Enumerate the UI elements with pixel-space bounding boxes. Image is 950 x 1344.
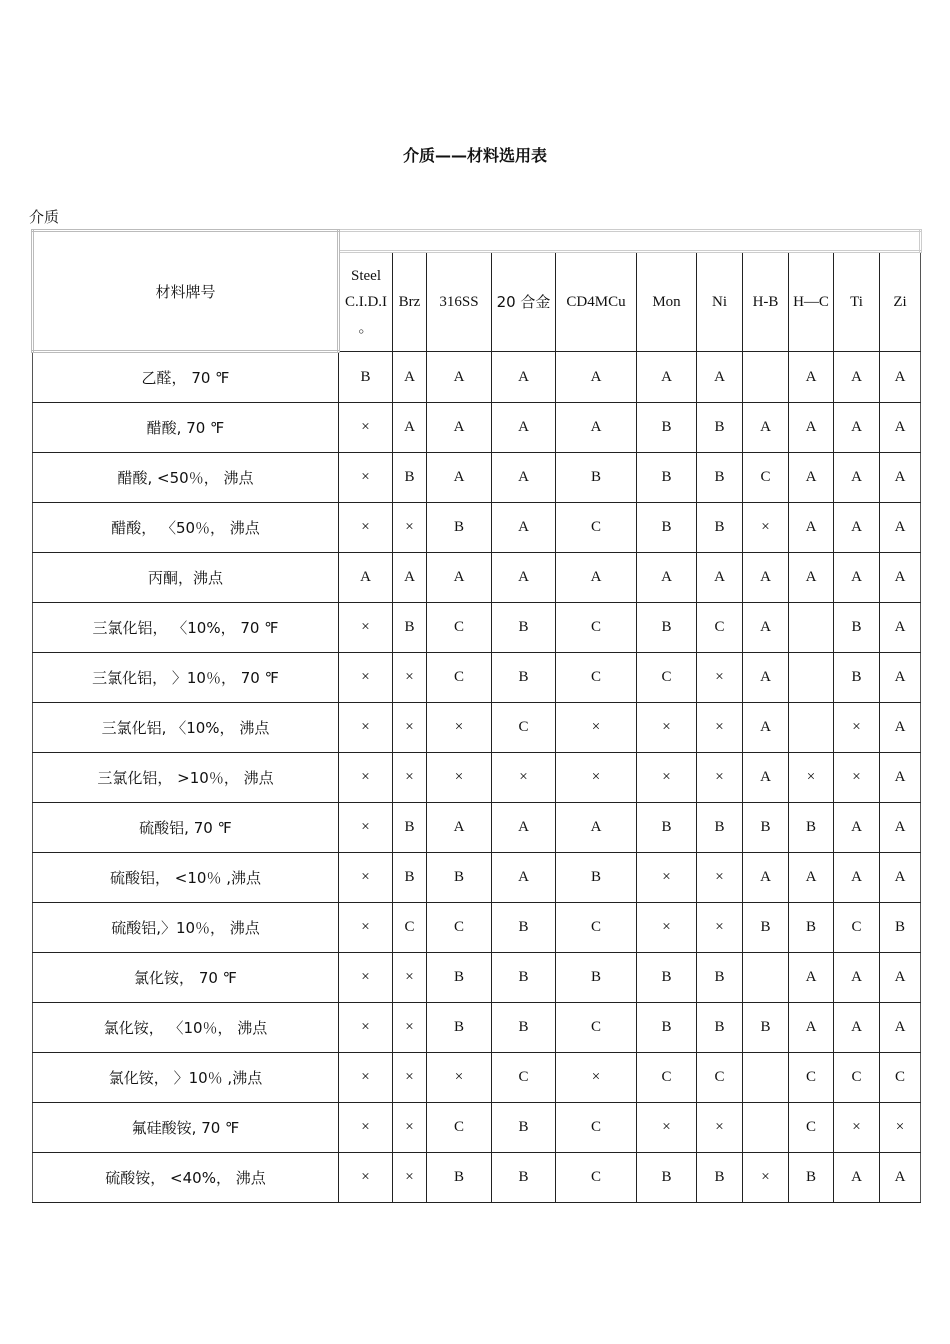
column-header-316ss: 316SS	[427, 252, 492, 352]
rating-cell: B	[789, 1153, 834, 1203]
rating-cell: A	[834, 503, 880, 553]
rating-cell: ×	[556, 753, 637, 803]
medium-cell: 硫酸铵， <40%， 沸点	[33, 1153, 339, 1203]
rating-cell: ×	[393, 953, 427, 1003]
rating-cell: ×	[339, 753, 393, 803]
medium-cell: 氯化铵， 〈10％， 沸点	[33, 1003, 339, 1053]
header-material-grade: 材料牌号	[33, 231, 339, 352]
rating-cell: B	[427, 953, 492, 1003]
page-title: 介质——材料选用表	[402, 146, 547, 165]
rating-cell: ×	[393, 1003, 427, 1053]
rating-cell: B	[697, 1153, 743, 1203]
rating-cell: B	[697, 453, 743, 503]
rating-cell	[743, 352, 789, 403]
rating-cell: A	[339, 553, 393, 603]
rating-cell: A	[556, 553, 637, 603]
rating-cell: ×	[556, 703, 637, 753]
table-row	[33, 352, 921, 403]
rating-cell: A	[393, 403, 427, 453]
rating-cell: A	[492, 553, 556, 603]
column-header-mon: Mon	[637, 252, 697, 352]
rating-cell: A	[834, 1153, 880, 1203]
rating-cell: A	[880, 352, 921, 403]
rating-cell: B	[556, 853, 637, 903]
rating-cell: A	[880, 503, 921, 553]
rating-cell: ×	[789, 753, 834, 803]
rating-cell: A	[789, 853, 834, 903]
rating-cell	[789, 653, 834, 703]
rating-cell: B	[393, 453, 427, 503]
rating-cell: B	[637, 1003, 697, 1053]
rating-cell: A	[427, 553, 492, 603]
rating-cell: ×	[393, 653, 427, 703]
column-header-brz: Brz	[393, 252, 427, 352]
rating-cell: B	[427, 1003, 492, 1053]
rating-cell: B	[492, 653, 556, 703]
rating-cell: A	[393, 553, 427, 603]
rating-cell: B	[492, 903, 556, 953]
rating-cell: A	[427, 403, 492, 453]
rating-cell: C	[743, 453, 789, 503]
rating-cell: A	[880, 1003, 921, 1053]
rating-cell: ×	[339, 1103, 393, 1153]
rating-cell: B	[492, 603, 556, 653]
rating-cell: ×	[427, 703, 492, 753]
rating-cell: ×	[492, 753, 556, 803]
rating-cell: B	[637, 953, 697, 1003]
rating-cell: ×	[637, 703, 697, 753]
rating-cell: ×	[339, 403, 393, 453]
table-row	[33, 1053, 921, 1103]
column-header-steel	[339, 252, 393, 352]
medium-cell: 硫酸铝, 70 ℉	[33, 803, 339, 853]
rating-cell: ×	[393, 703, 427, 753]
rating-cell: A	[880, 653, 921, 703]
column-header-ni: Ni	[697, 252, 743, 352]
rating-cell: A	[834, 1003, 880, 1053]
rating-cell: ×	[339, 503, 393, 553]
rating-cell: B	[556, 453, 637, 503]
rating-cell: A	[880, 753, 921, 803]
rating-cell: A	[697, 352, 743, 403]
rating-cell: ×	[697, 703, 743, 753]
table-row	[33, 653, 921, 703]
rating-cell: A	[834, 853, 880, 903]
rating-cell: C	[697, 1053, 743, 1103]
rating-cell: B	[743, 1003, 789, 1053]
rating-cell: B	[697, 803, 743, 853]
rating-cell: ×	[339, 903, 393, 953]
header-row-top	[33, 231, 921, 252]
rating-cell: ×	[637, 753, 697, 803]
rating-cell: A	[834, 453, 880, 503]
rating-cell: ×	[743, 1153, 789, 1203]
rating-cell: A	[492, 453, 556, 503]
rating-cell: ×	[393, 1103, 427, 1153]
rating-cell: A	[743, 603, 789, 653]
column-header-hc: H—C	[789, 252, 834, 352]
rating-cell: ×	[339, 1153, 393, 1203]
rating-cell: A	[743, 403, 789, 453]
rating-cell: C	[556, 603, 637, 653]
rating-cell: A	[880, 603, 921, 653]
table-row	[33, 553, 921, 603]
medium-cell: 三氯化铝， 〈10%， 70 ℉	[33, 603, 339, 653]
rating-cell: ×	[637, 903, 697, 953]
rating-cell: B	[697, 1003, 743, 1053]
rating-cell	[789, 703, 834, 753]
material-table-container	[31, 229, 922, 1203]
rating-cell: C	[789, 1053, 834, 1103]
rating-cell: A	[880, 553, 921, 603]
rating-cell: ×	[339, 703, 393, 753]
rating-cell: B	[492, 953, 556, 1003]
rating-cell: A	[880, 703, 921, 753]
rating-cell: ×	[339, 953, 393, 1003]
rating-cell: C	[637, 653, 697, 703]
rating-cell: B	[743, 803, 789, 853]
rating-cell: A	[834, 803, 880, 853]
rating-cell: B	[880, 903, 921, 953]
table-row	[33, 1103, 921, 1153]
rating-cell: B	[427, 1153, 492, 1203]
header-spacer	[339, 231, 921, 252]
rating-cell: A	[880, 1153, 921, 1203]
table-row	[33, 703, 921, 753]
rating-cell: ×	[427, 1053, 492, 1103]
rating-cell: B	[492, 1153, 556, 1203]
rating-cell: A	[743, 653, 789, 703]
rating-cell: C	[492, 1053, 556, 1103]
rating-cell: B	[427, 853, 492, 903]
rating-cell: ×	[556, 1053, 637, 1103]
table-row	[33, 453, 921, 503]
table-row	[33, 953, 921, 1003]
rating-cell: A	[427, 803, 492, 853]
rating-cell: C	[556, 1103, 637, 1153]
rating-cell: ×	[697, 1103, 743, 1153]
column-header-zi: Zi	[880, 252, 921, 352]
table-caption: 介质	[29, 208, 60, 226]
rating-cell: B	[637, 1153, 697, 1203]
rating-cell: ×	[637, 1103, 697, 1153]
rating-cell: C	[556, 1003, 637, 1053]
rating-cell: A	[556, 352, 637, 403]
table-row	[33, 503, 921, 553]
rating-cell: A	[743, 753, 789, 803]
rating-cell: C	[492, 703, 556, 753]
column-header-cd4mcu: CD4MCu	[556, 252, 637, 352]
rating-cell: B	[339, 352, 393, 403]
rating-cell: A	[789, 403, 834, 453]
rating-cell	[743, 953, 789, 1003]
rating-cell: C	[427, 653, 492, 703]
rating-cell: C	[427, 1103, 492, 1153]
rating-cell: C	[880, 1053, 921, 1103]
rating-cell: ×	[697, 853, 743, 903]
rating-cell	[789, 603, 834, 653]
rating-cell: A	[789, 1003, 834, 1053]
rating-cell: A	[492, 503, 556, 553]
table-row	[33, 603, 921, 653]
rating-cell: ×	[834, 753, 880, 803]
table-row	[33, 403, 921, 453]
medium-cell: 氟硅酸铵, 70 ℉	[33, 1103, 339, 1153]
rating-cell: ×	[834, 1103, 880, 1153]
medium-cell: 三氯化铝， 〉10％， 70 ℉	[33, 653, 339, 703]
rating-cell: ×	[339, 453, 393, 503]
rating-cell: A	[880, 853, 921, 903]
rating-cell: A	[834, 553, 880, 603]
rating-cell: A	[834, 953, 880, 1003]
rating-cell: ×	[697, 903, 743, 953]
rating-cell: B	[743, 903, 789, 953]
rating-cell: B	[834, 603, 880, 653]
rating-cell: ×	[339, 1003, 393, 1053]
rating-cell: A	[743, 553, 789, 603]
rating-cell: A	[789, 352, 834, 403]
rating-cell: A	[427, 453, 492, 503]
rating-cell: A	[880, 953, 921, 1003]
rating-cell: C	[556, 503, 637, 553]
table-row	[33, 803, 921, 853]
rating-cell: B	[697, 503, 743, 553]
rating-cell: ×	[393, 1053, 427, 1103]
rating-cell: A	[393, 352, 427, 403]
rating-cell: A	[492, 853, 556, 903]
rating-cell: B	[637, 453, 697, 503]
medium-cell: 氯化铵， 70 ℉	[33, 953, 339, 1003]
rating-cell: A	[834, 403, 880, 453]
rating-cell: A	[556, 403, 637, 453]
rating-cell: A	[492, 403, 556, 453]
medium-cell: 三氯化铝， >10％， 沸点	[33, 753, 339, 803]
rating-cell: ×	[834, 703, 880, 753]
rating-cell: C	[834, 1053, 880, 1103]
medium-cell: 醋酸, 70 ℉	[33, 403, 339, 453]
rating-cell: B	[637, 603, 697, 653]
medium-cell: 氯化铵， 〉10％ ,沸点	[33, 1053, 339, 1103]
rating-cell: A	[789, 503, 834, 553]
rating-cell: B	[697, 403, 743, 453]
rating-cell: C	[697, 603, 743, 653]
rating-cell: C	[834, 903, 880, 953]
rating-cell: B	[637, 403, 697, 453]
rating-cell: B	[834, 653, 880, 703]
rating-cell	[743, 1103, 789, 1153]
rating-cell: A	[789, 953, 834, 1003]
rating-cell: B	[697, 953, 743, 1003]
rating-cell: ×	[393, 1153, 427, 1203]
rating-cell: C	[789, 1103, 834, 1153]
table-row	[33, 753, 921, 803]
table-row	[33, 1153, 921, 1203]
material-selection-table	[31, 229, 922, 1203]
column-header-line: Steel	[351, 268, 381, 284]
rating-cell: ×	[637, 853, 697, 903]
rating-cell: B	[789, 903, 834, 953]
rating-cell: ×	[743, 503, 789, 553]
rating-cell: ×	[393, 503, 427, 553]
rating-cell: B	[393, 603, 427, 653]
rating-cell: C	[556, 1153, 637, 1203]
medium-cell: 醋酸, <50％， 沸点	[33, 453, 339, 503]
column-header-ti: Ti	[834, 252, 880, 352]
medium-cell: 三氯化铝, 〈10%， 沸点	[33, 703, 339, 753]
rating-cell: A	[789, 553, 834, 603]
rating-cell: ×	[339, 603, 393, 653]
rating-cell: B	[427, 503, 492, 553]
medium-cell: 丙酮，沸点	[33, 553, 339, 603]
rating-cell: A	[492, 803, 556, 853]
medium-cell: 乙醛， 70 ℉	[33, 352, 339, 403]
rating-cell: A	[789, 453, 834, 503]
medium-cell: 硫酸铝， <10％ ,沸点	[33, 853, 339, 903]
table-row	[33, 853, 921, 903]
rating-cell: ×	[339, 803, 393, 853]
rating-cell: ×	[697, 653, 743, 703]
medium-cell: 硫酸铝,〉10％， 沸点	[33, 903, 339, 953]
rating-cell: A	[743, 703, 789, 753]
rating-cell: ×	[697, 753, 743, 803]
rating-cell: A	[556, 803, 637, 853]
rating-cell: A	[880, 403, 921, 453]
rating-cell: A	[697, 553, 743, 603]
rating-cell: A	[880, 453, 921, 503]
rating-cell: C	[393, 903, 427, 953]
rating-cell: A	[637, 352, 697, 403]
rating-cell: B	[492, 1103, 556, 1153]
column-header-line: 。	[358, 320, 374, 336]
rating-cell: A	[880, 803, 921, 853]
rating-cell: B	[789, 803, 834, 853]
medium-cell: 醋酸， 〈50％， 沸点	[33, 503, 339, 553]
rating-cell: C	[427, 603, 492, 653]
table-row	[33, 1003, 921, 1053]
rating-cell: A	[743, 853, 789, 903]
rating-cell: ×	[339, 853, 393, 903]
column-header-line: C.I.D.I	[344, 294, 388, 310]
rating-cell: ×	[339, 653, 393, 703]
rating-cell: ×	[880, 1103, 921, 1153]
rating-cell: C	[427, 903, 492, 953]
table-row	[33, 903, 921, 953]
rating-cell: A	[492, 352, 556, 403]
rating-cell: C	[556, 903, 637, 953]
rating-cell: B	[637, 803, 697, 853]
column-header-alloy20: 20 合金	[492, 252, 556, 352]
rating-cell: C	[556, 653, 637, 703]
rating-cell	[743, 1053, 789, 1103]
rating-cell: A	[637, 553, 697, 603]
rating-cell: B	[393, 803, 427, 853]
rating-cell: ×	[393, 753, 427, 803]
rating-cell: A	[834, 352, 880, 403]
rating-cell: B	[637, 503, 697, 553]
rating-cell: C	[637, 1053, 697, 1103]
rating-cell: A	[427, 352, 492, 403]
rating-cell: B	[556, 953, 637, 1003]
rating-cell: ×	[427, 753, 492, 803]
rating-cell: B	[492, 1003, 556, 1053]
column-header-hb: H-B	[743, 252, 789, 352]
rating-cell: ×	[339, 1053, 393, 1103]
rating-cell: B	[393, 853, 427, 903]
